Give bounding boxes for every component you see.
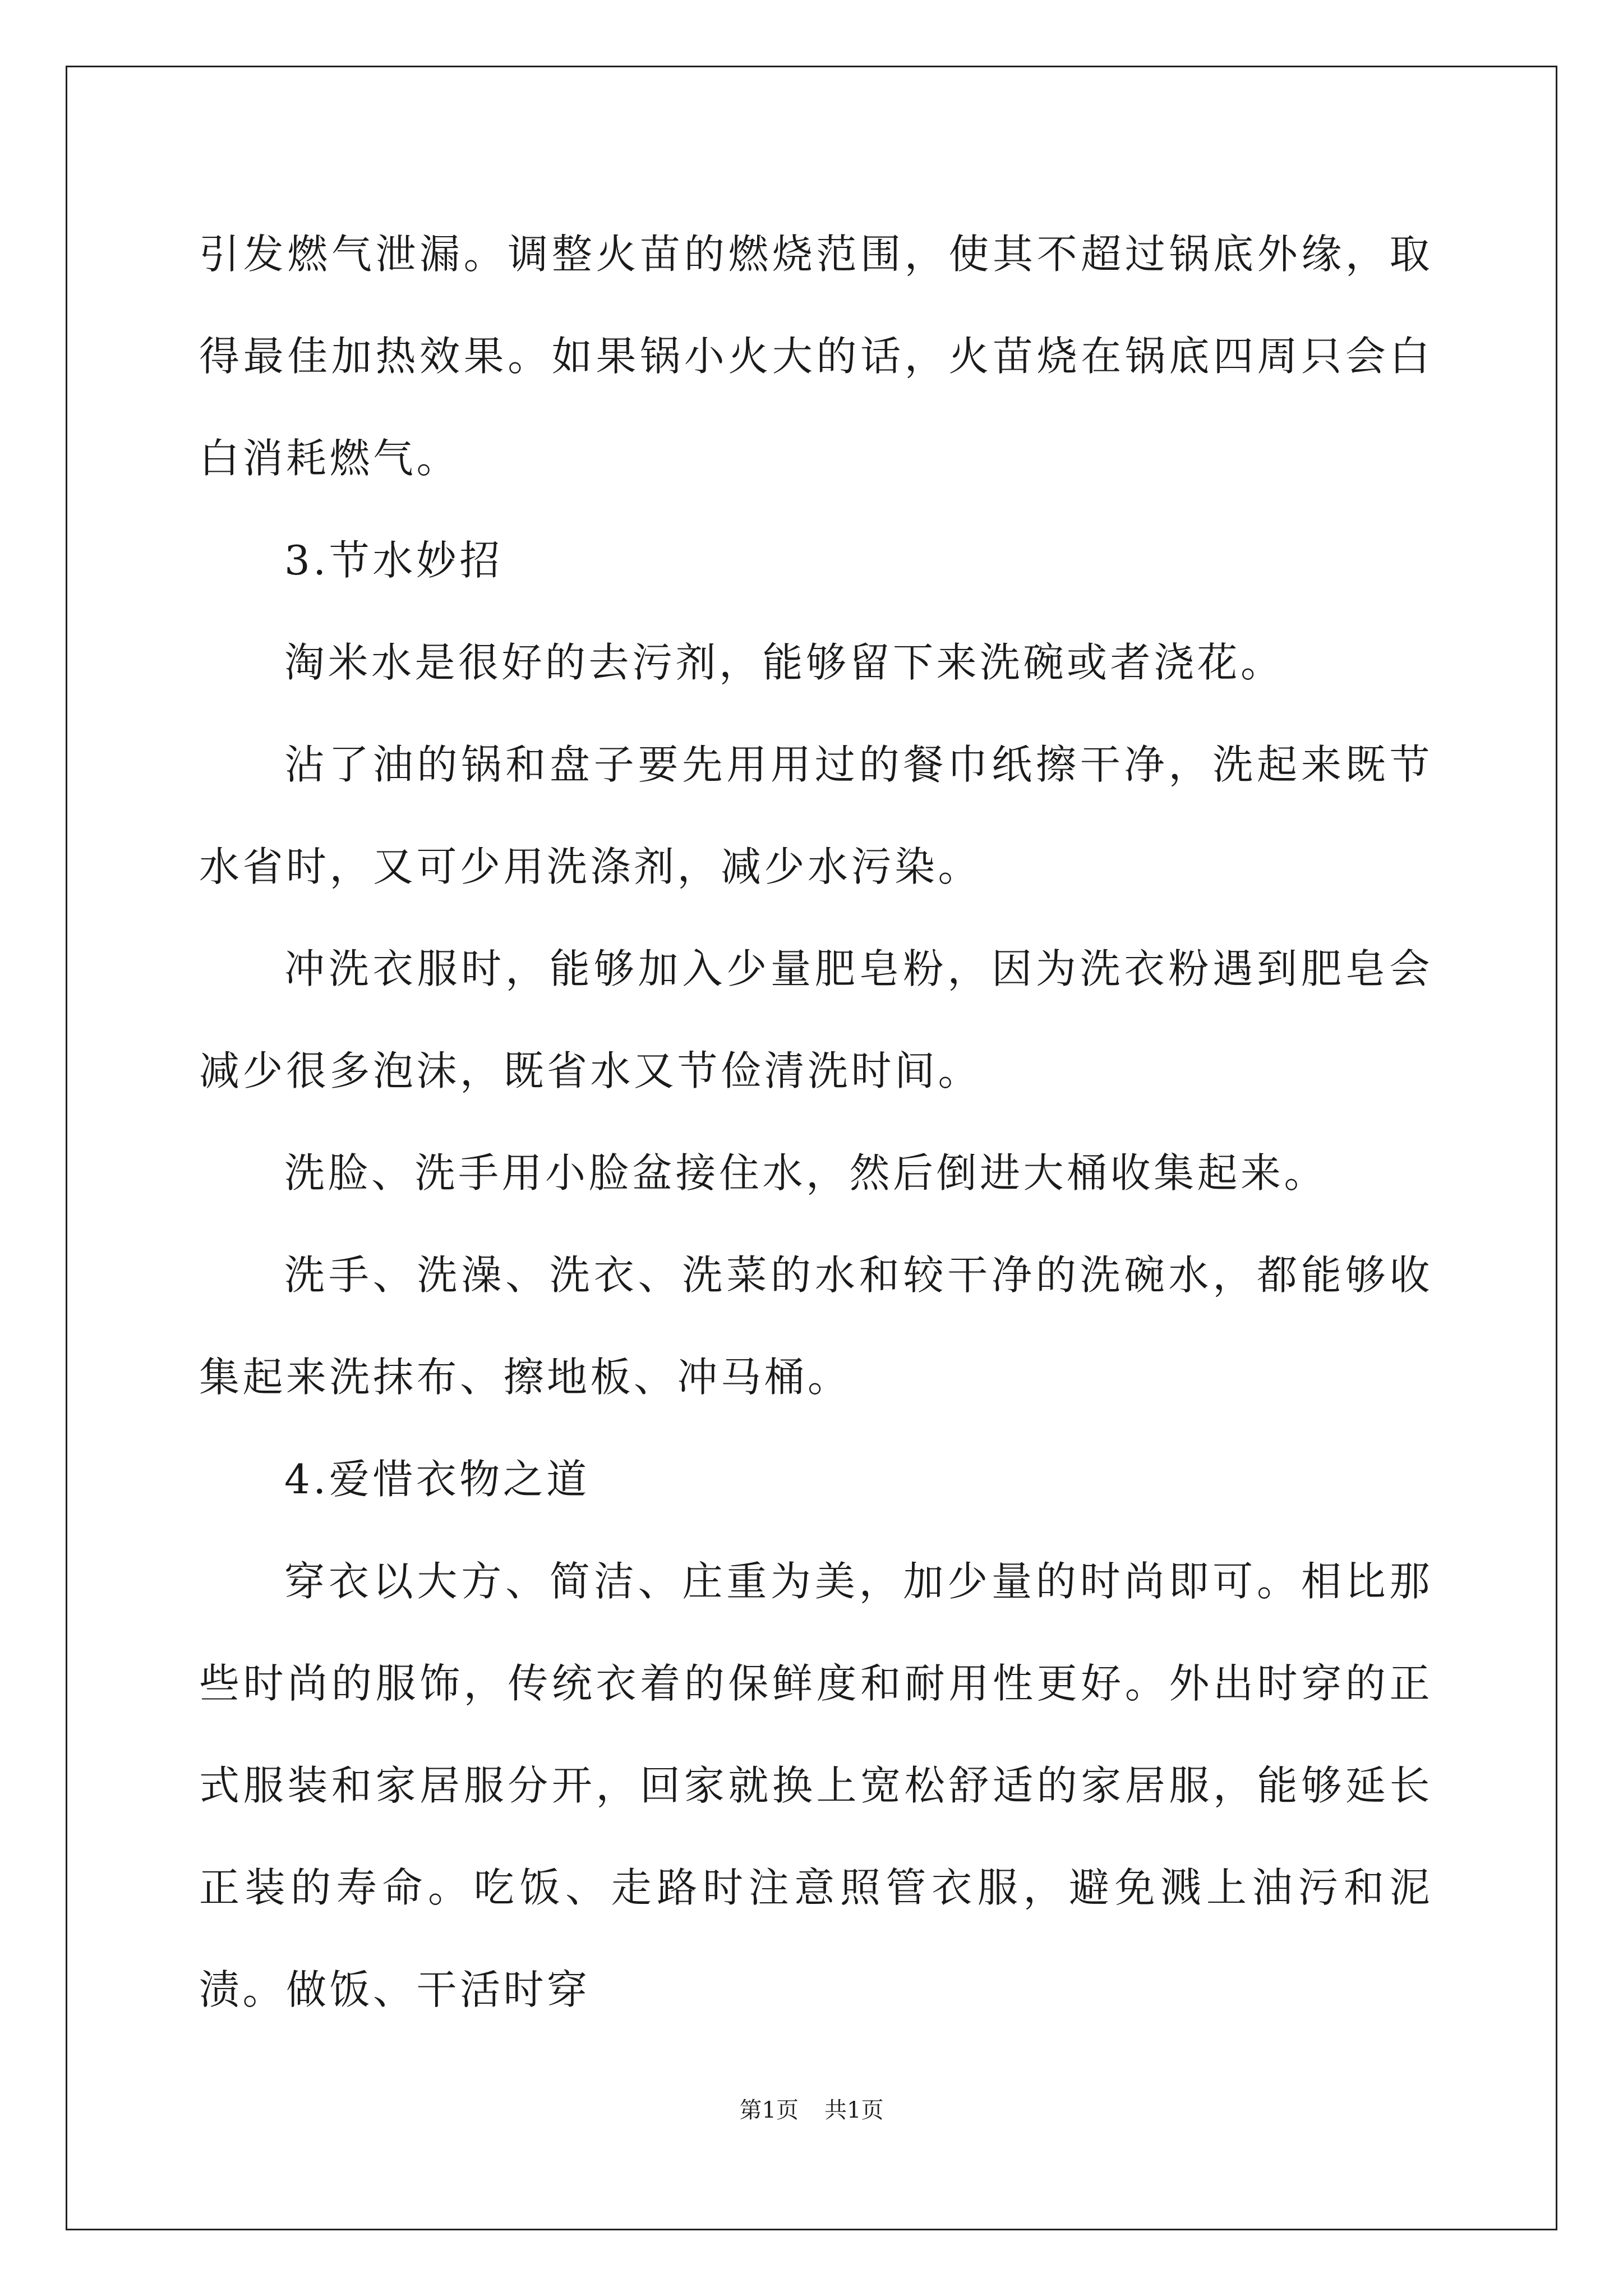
paragraph-clothing-care: 穿衣以大方、简洁、庄重为美，加少量的时尚即可。相比那些时尚的服饰，传统衣着的保鲜度和耐用性更好。外出时穿的正式服装和家居服分开，回家就换上宽松舒适的家居服，能够延长正装的寿命。吃饭、走路时注意照管衣服，避免溅上油污和泥渍。做饭、干活时穿 <box>199 1558 1433 2013</box>
page-footer <box>0 2095 1623 2126</box>
page-total: 共1页 <box>824 2097 884 2123</box>
paragraph-reuse-water: 洗手、洗澡、洗衣、洗菜的水和较干净的洗碗水，都能够收集起来洗抹布、擦地板、冲马桶。 <box>199 1251 1433 1401</box>
paragraph-laundry-soap: 冲洗衣服时，能够加入少量肥皂粉，因为洗衣粉遇到肥皂会减少很多泡沫，既省水又节俭清洗时间。 <box>199 945 1433 1094</box>
section-heading-clothing-care: 4.爱惜衣物之道 <box>284 1456 590 1503</box>
paragraph-oily-pans: 沾了油的锅和盘子要先用用过的餐巾纸擦干净，洗起来既节水省时，又可少用洗涤剂，减少水污染。 <box>199 741 1433 890</box>
page-number: 第1页 <box>739 2097 799 2123</box>
document-body <box>199 203 1433 2041</box>
paragraph-wash-basin: 洗脸、洗手用小脸盆接住水，然后倒进大桶收集起来。 <box>284 1149 1328 1197</box>
section-heading-water-saving: 3.节水妙招 <box>284 537 503 584</box>
paragraph-rice-water: 淘米水是很好的去污剂，能够留下来洗碗或者浇花。 <box>284 639 1284 686</box>
paragraph-continuation: 引发燃气泄漏。调整火苗的燃烧范围，使其不超过锅底外缘，取得最佳加热效果。如果锅小火大的话，火苗烧在锅底四周只会白白消耗燃气。 <box>199 231 1433 482</box>
